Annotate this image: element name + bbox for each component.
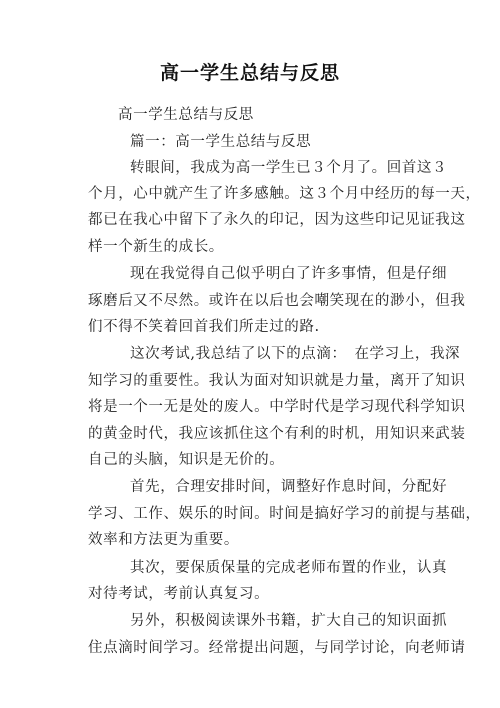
body-line: 琢磨后又不尽然。或许在以后也会嘲笑现在的渺小，但我 <box>88 293 466 309</box>
subtitle-line: 高一学生总结与反思 <box>118 107 254 123</box>
body-line: 对待考试，考前认真复习。 <box>88 586 270 602</box>
body-line: 的黄金时代，我应该抓住这个有利的时机，用知识来武装 <box>88 426 466 442</box>
body-line: 都已在我心中留下了永久的印记，因为这些印记见证我这 <box>88 212 466 228</box>
body-line: 个月，心中就产生了许多感触。这３个月中经历的每一天， <box>88 186 481 202</box>
body-line: 样一个新生的成长。 <box>88 239 224 255</box>
body-line: 学习、工作、娱乐的时间。时间是搞好学习的前提与基础， <box>88 506 481 522</box>
body-line: 这次考试,我总结了以下的点滴： 在学习上，我深 <box>130 346 461 362</box>
body-line: 住点滴时间学习。经常提出问题，与同学讨论，向老师请 <box>88 640 466 656</box>
body-line: 其次，要保质保量的完成老师布置的作业，认真 <box>130 560 448 576</box>
body-line: 现在我觉得自己似乎明白了许多事情，但是仔细 <box>130 266 448 282</box>
body-line: 效率和方法更为重要。 <box>88 532 239 548</box>
body-line: 自己的头脑，知识是无价的。 <box>88 452 285 468</box>
document-title: 高一学生总结与反思 <box>159 62 340 84</box>
body-line: 另外，积极阅读课外书籍，扩大自己的知识面抓 <box>130 613 448 629</box>
body-line: 将是一个一无是处的废人。中学时代是学习现代科学知识 <box>88 399 466 415</box>
body-line: 转眼间，我成为高一学生已３个月了。回首这３ <box>130 160 448 176</box>
body-line: 首先，合理安排时间，调整好作息时间，分配好 <box>130 479 448 495</box>
body-line: 们不得不笑着回首我们所走过的路. <box>88 319 320 335</box>
section-heading: 篇一：高一学生总结与反思 <box>130 134 312 150</box>
body-line: 知学习的重要性。我认为面对知识就是力量，离开了知识 <box>88 373 466 389</box>
